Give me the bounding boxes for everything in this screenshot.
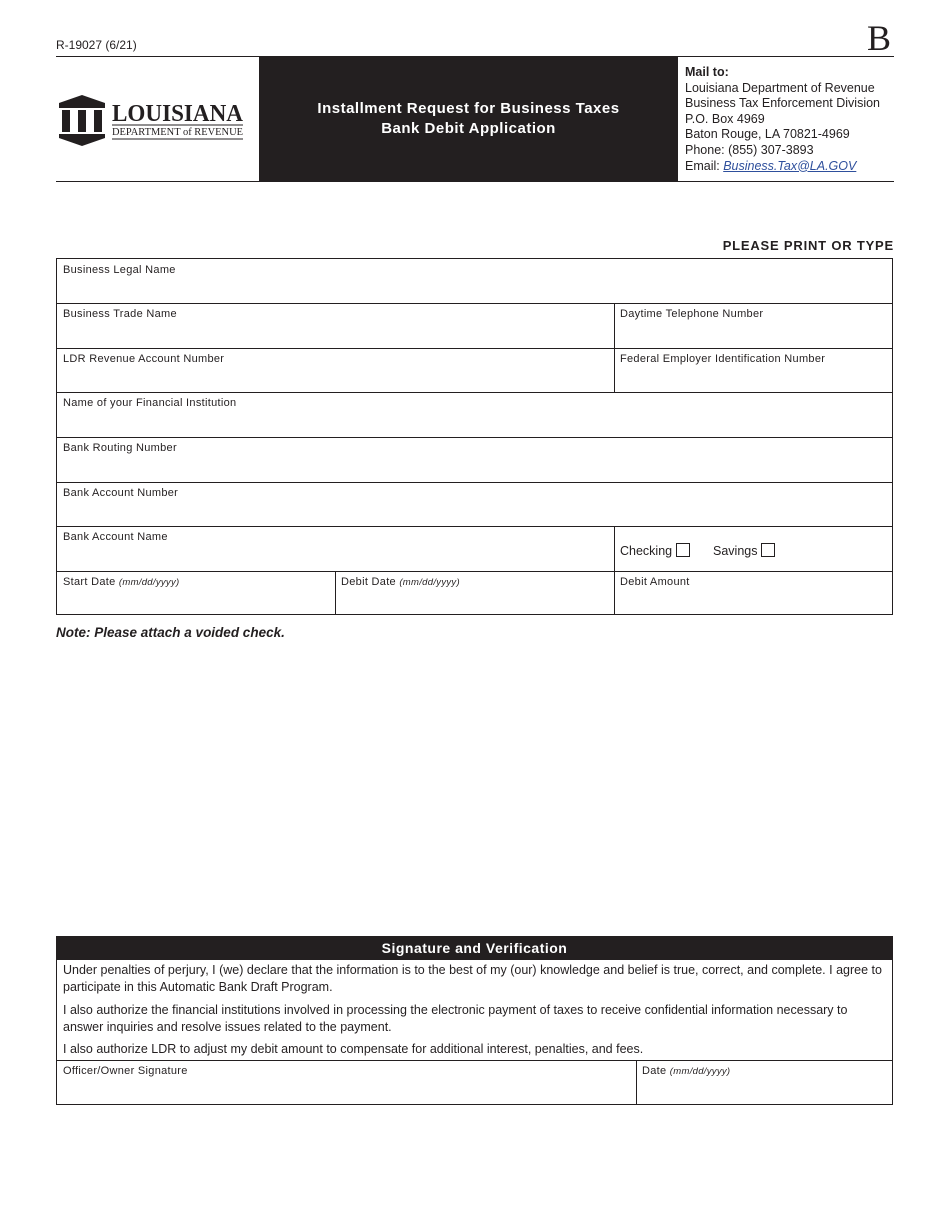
mail-line3: P.O. Box 4969: [685, 111, 765, 126]
start-date-label: [63, 576, 180, 588]
authorization-statement-2: I also authorize LDR to adjust my debit amount to compensate for additional interest, penalties, and fees.: [63, 1042, 644, 1056]
officer-signature-label: Officer/Owner Signature: [63, 1065, 188, 1077]
business-legal-name-field[interactable]: [57, 259, 892, 303]
logo-subtitle: DEPARTMENT of REVENUE: [112, 127, 243, 138]
daytime-phone-field[interactable]: [614, 303, 892, 348]
mail-phone: Phone: (855) 307-3893: [685, 142, 814, 157]
signature-section: [56, 936, 893, 1105]
ldr-account-label: LDR Revenue Account Number: [63, 353, 225, 365]
checking-label: Checking: [620, 544, 673, 558]
fein-field[interactable]: [614, 348, 892, 392]
mail-line1: Louisiana Department of Revenue: [685, 80, 875, 95]
voided-check-note: Note: Please attach a voided check.: [56, 625, 285, 640]
business-legal-name-label: Business Legal Name: [63, 264, 176, 276]
routing-number-field[interactable]: [57, 437, 892, 482]
form-title-line1: Installment Request for Business Taxes: [317, 100, 620, 117]
business-trade-name-field[interactable]: [57, 303, 614, 348]
signature-heading: Signature and Verification: [57, 937, 892, 960]
debit-date-format: (mm/dd/yyyy): [399, 577, 460, 588]
account-name-field[interactable]: [57, 526, 614, 571]
account-number-label: Bank Account Number: [63, 487, 179, 499]
account-number-field[interactable]: [57, 482, 892, 526]
daytime-phone-label: Daytime Telephone Number: [620, 308, 764, 320]
checking-checkbox[interactable]: [676, 543, 690, 557]
mail-line2: Business Tax Enforcement Division: [685, 96, 880, 111]
form-header: [56, 56, 894, 182]
print-instruction: PLEASE PRINT OR TYPE: [722, 238, 894, 253]
louisiana-revenue-logo: [56, 91, 251, 147]
mail-line4: Baton Rouge, LA 70821-4969: [685, 127, 850, 142]
savings-label: Savings: [713, 544, 758, 558]
logo-wordmark: LOUISIANA: [112, 101, 244, 127]
mail-email-row: [685, 159, 880, 175]
officer-signature-field[interactable]: [57, 1060, 636, 1104]
business-info-form: [56, 258, 893, 615]
ldr-account-field[interactable]: [57, 348, 614, 392]
business-trade-name-label: Business Trade Name: [63, 308, 177, 320]
routing-number-label: Bank Routing Number: [63, 442, 177, 454]
debit-date-label: [341, 576, 460, 588]
debit-date-field[interactable]: [335, 571, 614, 615]
financial-institution-field[interactable]: [57, 392, 892, 437]
form-title-line2: Bank Debit Application: [381, 120, 556, 137]
form-number: R-19027 (6/21): [56, 38, 137, 52]
signature-date-field[interactable]: [636, 1060, 892, 1104]
signature-date-text: Date: [642, 1065, 667, 1077]
perjury-statement: Under penalties of perjury, I (we) declare that the information is to the best of my (our) knowledge and belief is true, correct, and complete. I agree to participate in this Automatic Bank Draft Program.: [63, 963, 882, 994]
fein-label: Federal Employer Identification Number: [620, 353, 826, 365]
account-name-label: Bank Account Name: [63, 531, 168, 543]
financial-institution-label: Name of your Financial Institution: [63, 397, 237, 409]
savings-checkbox[interactable]: [761, 543, 775, 557]
mail-heading: Mail to:: [685, 65, 729, 79]
savings-option: [713, 543, 775, 558]
checking-option: [620, 543, 690, 558]
form-letter: B: [867, 18, 892, 58]
debit-amount-label: Debit Amount: [620, 576, 690, 588]
email-label: Email:: [685, 158, 724, 173]
signature-date-label: [642, 1065, 730, 1077]
start-date-text: Start Date: [63, 576, 116, 588]
debit-date-text: Debit Date: [341, 576, 396, 588]
form-title-box: [259, 57, 678, 181]
authorization-statement-1: I also authorize the financial institutions involved in processing the electronic payment of taxes to receive confidential information necessary to answer inquiries and resolve issues related to the payment.: [63, 1003, 848, 1034]
signature-date-format: (mm/dd/yyyy): [669, 1066, 731, 1077]
start-date-field[interactable]: [57, 571, 335, 615]
start-date-format: (mm/dd/yyyy): [118, 577, 180, 588]
email-link[interactable]: Business.Tax@LA.GOV: [723, 158, 857, 173]
mail-to-address: [685, 65, 880, 174]
debit-amount-field[interactable]: [614, 571, 892, 615]
